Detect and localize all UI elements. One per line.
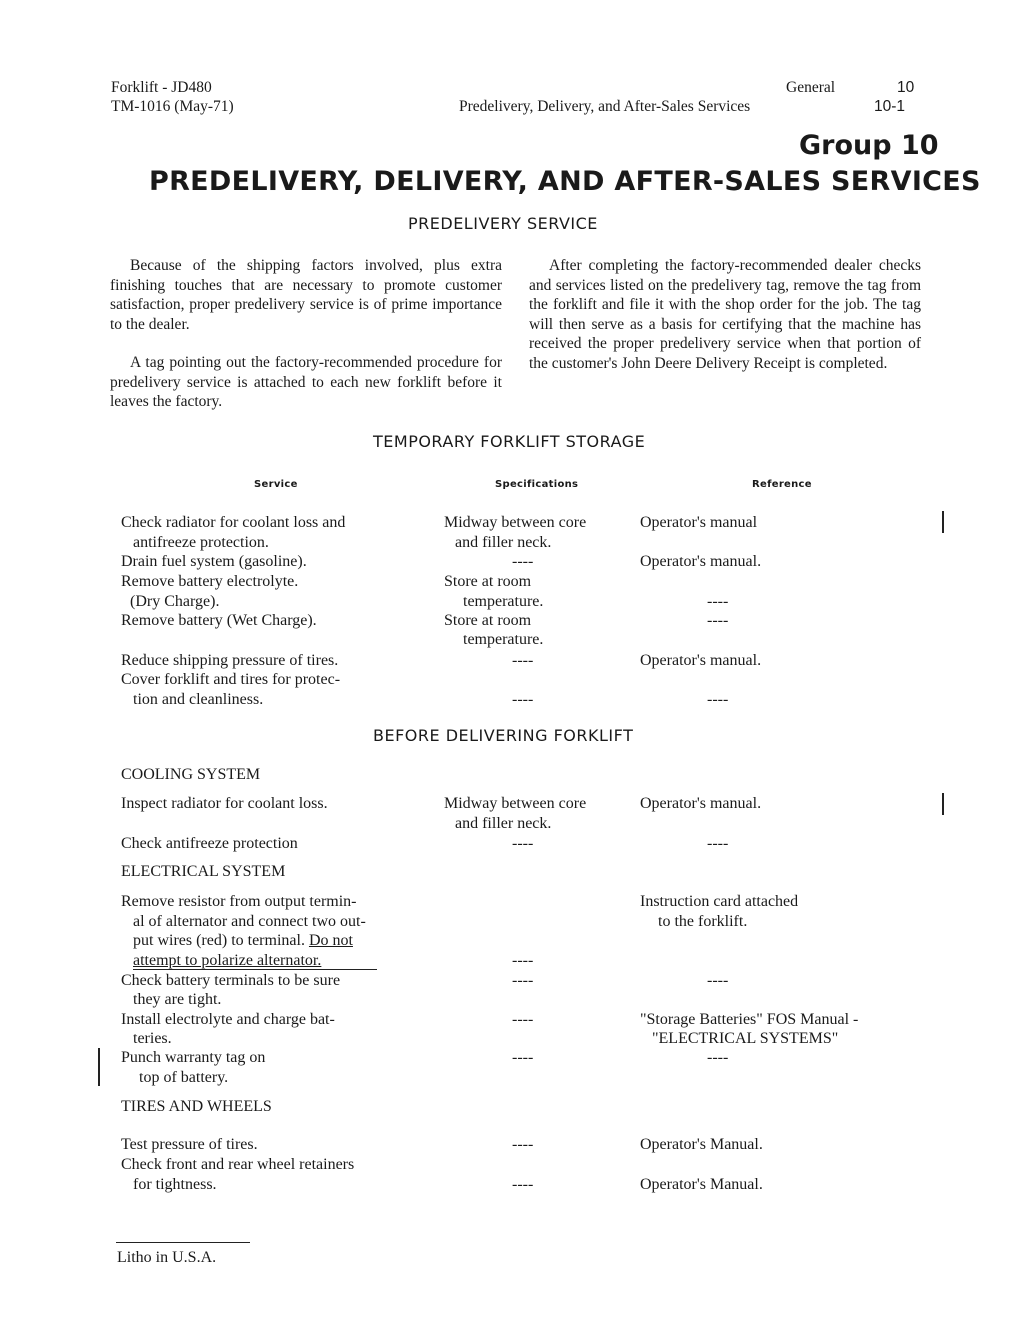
underline-rule [133,969,377,970]
storage-service-1-cont: antifreeze protection. [133,534,269,551]
tires-service-2-cont: for tightness. [133,1176,217,1193]
storage-service-2: Drain fuel system (gasoline). [121,553,307,570]
cooling-ref-2: ---- [707,835,729,852]
electrical-ref-1-cont: to the forklift. [658,913,748,930]
column-header-specifications: Specifications [495,479,579,490]
electrical-spec-1: ---- [512,952,534,969]
footer-printing-note: Litho in U.S.A. [117,1249,217,1266]
change-bar [942,793,944,815]
storage-spec-3-cont: temperature. [463,593,544,610]
storage-ref-4: ---- [707,612,729,629]
tires-spec-2: ---- [512,1176,534,1193]
storage-service-6: Cover forklift and tires for protec- [121,671,341,688]
tires-ref-1: Operator's Manual. [640,1136,763,1153]
electrical-service-1-line-3 [133,931,353,951]
storage-ref-1: Operator's manual [640,514,758,531]
column-header-reference: Reference [752,479,812,490]
change-bar [942,511,944,533]
electrical-spec-2: ---- [512,972,534,989]
tires-ref-2: Operator's Manual. [640,1176,763,1193]
header-manual-id: TM-1016 (May-71) [111,98,234,115]
header-section: General [786,79,836,96]
electrical-ref-2: ---- [707,972,729,989]
electrical-service-1-warning-cont: attempt to polarize alternator. [133,952,322,969]
page-title: PREDELIVERY, DELIVERY, AND AFTER-SALES SERVICES [149,166,981,197]
electrical-ref-1: Instruction card attached [640,893,799,910]
group-title: Group 10 [799,130,939,161]
electrical-ref-3-cont: "ELECTRICAL SYSTEMS" [652,1030,839,1047]
predelivery-paragraph-3: After completing the factory-recommended dealer checks and services listed on the predelivery tag, remove the tag from the forklift and file it with the shop order for the job. The tag will then serve as a basis for certifying that the machine has received the proper predelivery service when that portion of the customer's John Deere Delivery Receipt is completed. [529,257,921,372]
storage-spec-4-cont: temperature. [463,631,544,648]
tires-service-1: Test pressure of tires. [121,1136,258,1153]
predelivery-paragraph-1: Because of the shipping factors involved, plus extra finishing touches that are necessary to promote customer satisfaction, proper predelivery service is of prime importance to the dealer. [110,257,502,333]
footer-rule [116,1242,250,1243]
cooling-system-title: COOLING SYSTEM [121,766,261,783]
storage-spec-2: ---- [512,553,534,570]
tires-wheels-title: TIRES AND WHEELS [121,1098,272,1115]
tires-spec-1: ---- [512,1136,534,1153]
electrical-service-2-cont: they are tight. [133,991,222,1008]
column-header-service: Service [254,479,298,490]
storage-service-5: Reduce shipping pressure of tires. [121,652,339,669]
storage-spec-6: ---- [512,691,534,708]
electrical-service-4: Punch warranty tag on [121,1049,266,1066]
cooling-service-1: Inspect radiator for coolant loss. [121,795,328,812]
electrical-service-1-line-2: al of alternator and connect two out- [133,913,366,930]
storage-service-1: Check radiator for coolant loss and [121,514,346,531]
predelivery-right-column [529,256,921,373]
cooling-spec-2: ---- [512,835,534,852]
storage-service-6-cont: tion and cleanliness. [133,691,264,708]
storage-spec-4: Store at room [444,612,532,629]
cooling-ref-1: Operator's manual. [640,795,762,812]
electrical-service-4-cont: top of battery. [139,1069,229,1086]
storage-ref-3: ---- [707,593,729,610]
predelivery-heading: PREDELIVERY SERVICE [408,214,598,233]
electrical-service-2: Check battery terminals to be sure [121,972,341,989]
storage-spec-3: Store at room [444,573,532,590]
electrical-service-3-cont: teries. [133,1030,172,1047]
header-subtitle: Predelivery, Delivery, and After-Sales Services [459,98,751,115]
storage-spec-1-cont: and filler neck. [455,534,552,551]
storage-service-3-cont: (Dry Charge). [130,593,220,610]
cooling-spec-1-cont: and filler neck. [455,815,552,832]
storage-service-3: Remove battery electrolyte. [121,573,299,590]
electrical-ref-3: "Storage Batteries" FOS Manual - [640,1011,859,1028]
electrical-system-title: ELECTRICAL SYSTEM [121,863,286,880]
header-model: Forklift - JD480 [111,79,212,96]
electrical-ref-4: ---- [707,1049,729,1066]
header-section-number: 10 [897,79,915,96]
change-bar [98,1048,100,1086]
predelivery-paragraph-2: A tag pointing out the factory-recommended procedure for predelivery service is attached to each new forklift before it leaves the factory. [110,354,502,410]
electrical-service-1-text: put wires (red) to terminal. [133,932,305,949]
electrical-spec-3: ---- [512,1011,534,1028]
storage-heading: TEMPORARY FORKLIFT STORAGE [373,432,646,451]
storage-spec-5: ---- [512,652,534,669]
storage-ref-2: Operator's manual. [640,553,762,570]
storage-service-4: Remove battery (Wet Charge). [121,612,317,629]
header-page-number: 10-1 [874,98,906,115]
electrical-spec-4: ---- [512,1049,534,1066]
storage-ref-5: Operator's manual. [640,652,762,669]
cooling-service-2: Check antifreeze protection [121,835,298,852]
storage-ref-6: ---- [707,691,729,708]
electrical-service-3: Install electrolyte and charge bat- [121,1011,335,1028]
storage-spec-1: Midway between core [444,514,587,531]
electrical-service-1-warning: Do not [308,932,353,949]
electrical-service-1: Remove resistor from output termin- [121,893,357,910]
cooling-spec-1: Midway between core [444,795,587,812]
delivery-heading: BEFORE DELIVERING FORKLIFT [373,726,634,745]
tires-service-2: Check front and rear wheel retainers [121,1156,355,1173]
predelivery-left-column [110,256,502,412]
